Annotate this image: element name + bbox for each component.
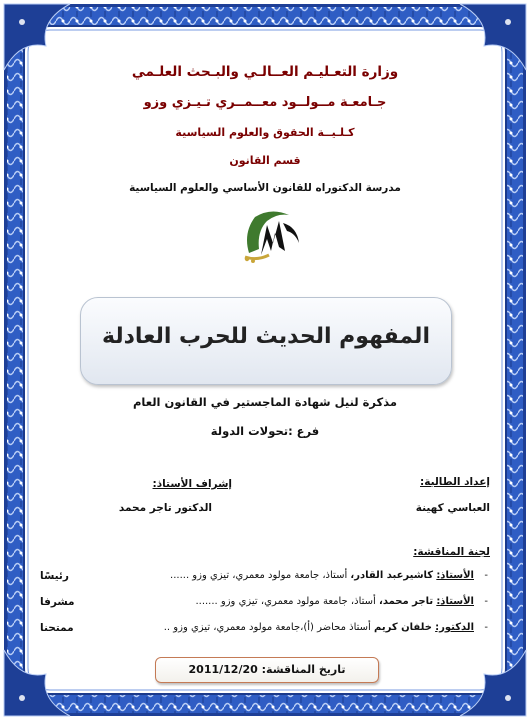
committee-member-row — [38, 570, 492, 586]
thesis-title-box — [80, 297, 452, 385]
member-name: خلفان كريم — [374, 622, 432, 633]
member-line — [170, 570, 474, 581]
faculty-name: كـلـيــة الحقوق والعلوم السياسية — [175, 126, 355, 139]
member-title: الأستاذ: — [436, 570, 474, 581]
member-role: رئيسًا — [40, 570, 69, 582]
ministry-name: وزارة التعـليـم العــالـي والبـحث العلـمي — [131, 64, 399, 80]
member-line — [164, 622, 474, 633]
defense-date-label: تاريخ المناقشة: — [261, 663, 346, 676]
member-title: الدكتور: — [435, 622, 474, 633]
member-name: كاشيرعبد القادر، — [350, 570, 434, 581]
defense-date-box — [155, 657, 379, 683]
prepared-by-label: إعداد الطالبة: — [420, 476, 490, 488]
degree-line: مذكرة لنيل شهادة الماجستير في القانون العام — [133, 395, 397, 409]
student-name: العباسي كهينة — [415, 502, 490, 514]
member-role: مشرفا — [40, 596, 75, 608]
cover-content — [38, 40, 492, 680]
supervisor-label: إشراف الأستاذ: — [152, 478, 232, 490]
member-name: تاجر محمد، — [379, 596, 434, 607]
committee-member-row — [38, 622, 492, 638]
member-line — [195, 596, 474, 607]
defense-date-value: 2011/12/20 — [188, 663, 258, 676]
member-details: أستاذ، جامعة مولود معمري، تيزي وزو ...... — [170, 570, 348, 581]
university-name: جـامعـة مــولــود معــمــري تـيـزي وزو — [143, 95, 387, 110]
committee-member-row — [38, 596, 492, 612]
branch-line: فرع :تحولات الدولة — [210, 424, 320, 438]
committee-label: لجنة المناقشة: — [413, 546, 490, 558]
list-dash: - — [484, 596, 488, 607]
member-role: ممتحنا — [40, 622, 74, 634]
member-details: أستاذ محاضر (أ)،جامعة مولود معمري، تيزي وزو .. — [163, 622, 371, 633]
list-dash: - — [484, 570, 488, 581]
department-name: قسم القانون — [229, 154, 301, 167]
thesis-title: المفهوم الحديث للحرب العادلة — [102, 324, 430, 349]
supervisor-name: الدكتور تاجر محمد — [118, 502, 212, 514]
list-dash: - — [484, 622, 488, 633]
doctoral-school-name: مدرسة الدكتوراه للقانون الأساسي والعلوم السياسية — [129, 182, 401, 194]
member-title: الأستاذ: — [436, 596, 474, 607]
university-emblem-icon — [237, 203, 307, 263]
member-details: أستاذ، جامعة مولود معمري، تيزي وزو ....... — [195, 596, 376, 607]
